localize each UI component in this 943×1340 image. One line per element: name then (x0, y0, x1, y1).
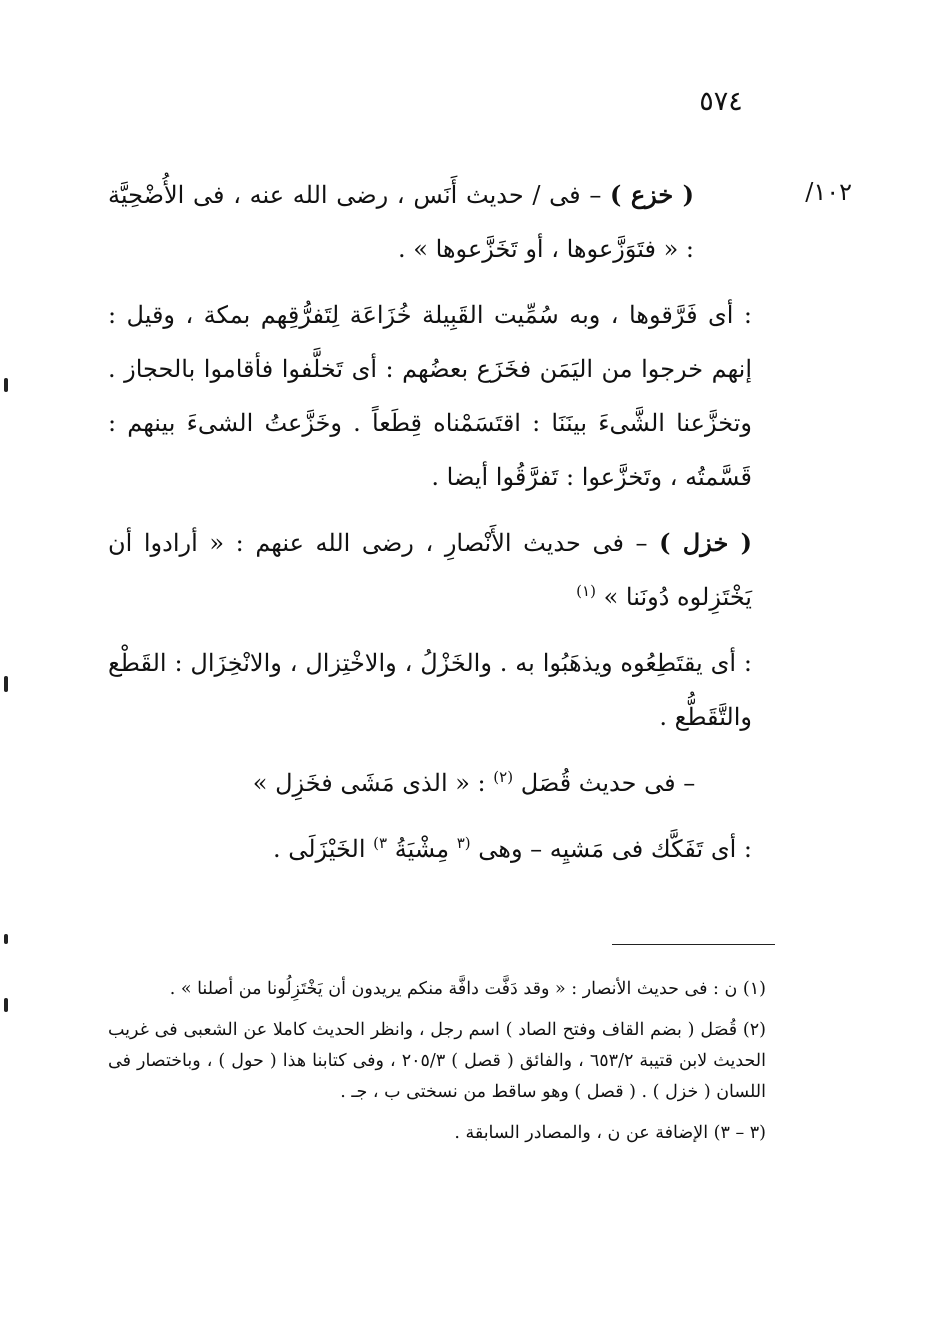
entry-heading-text: – فى حديث الأَنْصارِ ، رضى الله عنهم : « أرادوا أن يَخْتَزِلوه دُونَنا » (108, 529, 752, 611)
sub-entry-text: – فى حديث قُصَل (520, 769, 696, 797)
margin-reference: ١٠٢/ (805, 178, 852, 206)
main-text (108, 168, 780, 876)
footnote-3: (٣ – ٣) الإضافة عن ن ، والمصادر السابقة . (454, 1123, 766, 1143)
entry-heading-text: – فى / حديث أَنَس ، رضى الله عنه ، فى الأُضْحِيَّة : « فتَوَزَّعوها ، أو تَخَزَّعوها » . (108, 181, 694, 263)
footnote-ref: (٣ (456, 834, 471, 852)
footnote-ref: (١) (576, 582, 596, 600)
scan-edge-mark (4, 998, 8, 1012)
entry-explanation-khazala: : أى يقتَطِعُوه ويذهَبُوا به . والخَزْلُ ، والاخْتِزال ، والانْخِزَال : القَطْع والتَّقَطُّع . (108, 649, 752, 731)
footnote-1: (١) ن : فى حديث الأنصار : « وقد دَفَّت دافَّة منكم يريدون أن يَخْتَزِلُونا من أصلنا » . (169, 979, 766, 999)
footnotes (108, 974, 780, 1149)
entry-heading-khaza (108, 168, 780, 276)
footnote-ref: (٢) (493, 768, 514, 786)
footnote-ref: ٣) (373, 834, 388, 852)
page-number: ٥٧٤ (699, 86, 743, 117)
sub-explanation-text: : أى تَفَكَّك فى مَشيِه – وهى (478, 835, 752, 863)
sub-entry-explanation (108, 822, 780, 876)
sub-explanation-text: مِشْيَةُ (387, 835, 457, 863)
scan-edge-mark (4, 934, 8, 944)
scan-edge-mark (4, 676, 8, 692)
sub-entry-quote: : « الذى مَشَى فخَزِل » (252, 769, 494, 797)
footnote-separator (612, 944, 775, 945)
entry-keyword: ( خزل ) (659, 528, 752, 557)
entry-keyword: ( خزع ) (610, 180, 695, 209)
sub-entry-heading (108, 756, 780, 810)
entry-explanation-khaza: : أى فَرَّقوها ، وبه سُمِّيت القَبِيلة خُزَاعَة لِتَفرُّقِهم بمكة ، وقيل : إنهم خرجوا من اليَمَن فخَزَع بعضُهم : أى تَخلَّفوا فأقاموا بالحجاز . وتخزَّعنا الشَّىءَ بينَنَا : اقتَسَمْناه قِطَعاً . وخَزَّعتُ الشىءَ بينهم : قَسَّمتُه ، وتَخزَّعوا : تَفرَّقُوا أيضا . (108, 301, 752, 491)
sub-explanation-text: الخَيْزَلَى . (272, 835, 374, 863)
entry-heading-khazala (108, 516, 780, 624)
scan-edge-mark (4, 378, 8, 392)
footnote-2: (٢) قُصَل ( بضم القاف وفتح الصاد ) اسم رجل ، وانظر الحديث كاملا عن الشعبى فى غريب الحديث لابن قتيبة ٦٥٣/٢ ، والفائق ( قصل ) ٢٠٥/٣ ، وفى كتابنا هذا ( حول ) ، وباختصار فى اللسان ( خزل ) . ( قصل ) وهو ساقط من نسختى ب ، جـ . (108, 1020, 766, 1102)
